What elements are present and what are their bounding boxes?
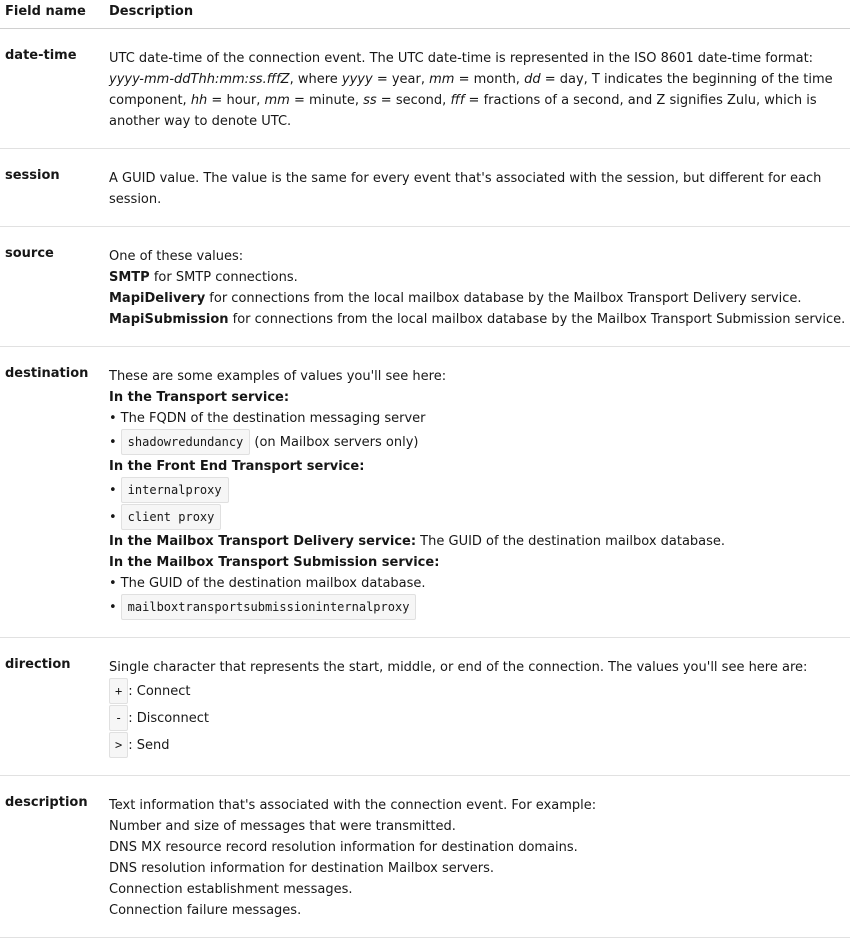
description-line: DNS MX resource record resolution information for destination domains. (109, 840, 578, 855)
table-header-row (0, 0, 850, 29)
table-row (0, 638, 850, 776)
header-field-name: Field name (0, 0, 104, 29)
code-snippet: + (109, 678, 128, 704)
field-name: description (0, 776, 104, 938)
code-snippet: - (109, 705, 128, 731)
field-description (104, 227, 850, 347)
code-snippet: shadowredundancy (121, 429, 251, 455)
description-line: Connection failure messages. (109, 903, 302, 918)
list-item: • shadowredundancy (on Mailbox servers only) (109, 429, 850, 456)
field-description (104, 347, 850, 638)
section-heading: In the Front End Transport service: (109, 459, 365, 474)
list-item: • The GUID of the destination mailbox database. (109, 573, 850, 594)
table-row (0, 149, 850, 227)
list-item (109, 504, 850, 531)
field-name: session (0, 149, 104, 227)
direction-intro: Single character that represents the start, middle, or end of the connection. The values you'll see here are: (109, 660, 808, 675)
section-heading: In the Mailbox Transport Delivery service: The GUID of the destination mailbox database. (109, 534, 726, 549)
description-line: Number and size of messages that were transmitted. (109, 819, 456, 834)
table-row (0, 29, 850, 149)
session-description: A GUID value. The value is the same for every event that's associated with the session, but different for each session. (109, 171, 822, 207)
code-snippet: client proxy (121, 504, 222, 530)
description-line: DNS resolution information for destination Mailbox servers. (109, 861, 495, 876)
destination-intro: These are some examples of values you'll see here: (109, 369, 447, 384)
field-description (104, 638, 850, 776)
list-item: MapiDelivery for connections from the local mailbox database by the Mailbox Transport Delivery service. (109, 291, 802, 306)
field-name: source (0, 227, 104, 347)
description-line: Connection establishment messages. (109, 882, 353, 897)
table-row (0, 776, 850, 938)
list-item: + : Connect (109, 678, 850, 705)
code-snippet: internalproxy (121, 477, 229, 503)
field-name: destination (0, 347, 104, 638)
table-row (0, 347, 850, 638)
code-snippet: > (109, 732, 128, 758)
field-description (104, 776, 850, 938)
header-description: Description (104, 0, 850, 29)
code-snippet: mailboxtransportsubmissioninternalproxy (121, 594, 417, 620)
field-description (104, 29, 850, 149)
field-description (104, 149, 850, 227)
date-time-description: UTC date-time of the connection event. The UTC date-time is represented in the ISO 8601 date-time format: yyyy-mm-ddThh:mm:ss.fffZ, where yyyy = year, mm = month, dd = day, T indicates the beginning of the time component, hh = hour, mm = minute, ss = second, fff = fractions of a second, and Z signifies Zulu, which is another way to denote UTC. (109, 51, 833, 129)
table-row (0, 227, 850, 347)
section-heading: In the Mailbox Transport Submission service: (109, 555, 440, 570)
field-name: date-time (0, 29, 104, 149)
list-item: - : Disconnect (109, 705, 850, 732)
section-heading: In the Transport service: (109, 390, 290, 405)
list-item (109, 477, 850, 504)
field-name: direction (0, 638, 104, 776)
list-item: MapiSubmission for connections from the local mailbox database by the Mailbox Transport Submission service. (109, 312, 846, 327)
description-line: Text information that's associated with the connection event. For example: (109, 798, 597, 813)
list-item (109, 594, 850, 621)
format-string: yyyy-mm-ddThh:mm:ss.fffZ (109, 72, 290, 87)
source-intro: One of these values: (109, 249, 244, 264)
list-item: SMTP for SMTP connections. (109, 270, 298, 285)
list-item: > : Send (109, 732, 850, 759)
list-item: • The FQDN of the destination messaging server (109, 408, 850, 429)
